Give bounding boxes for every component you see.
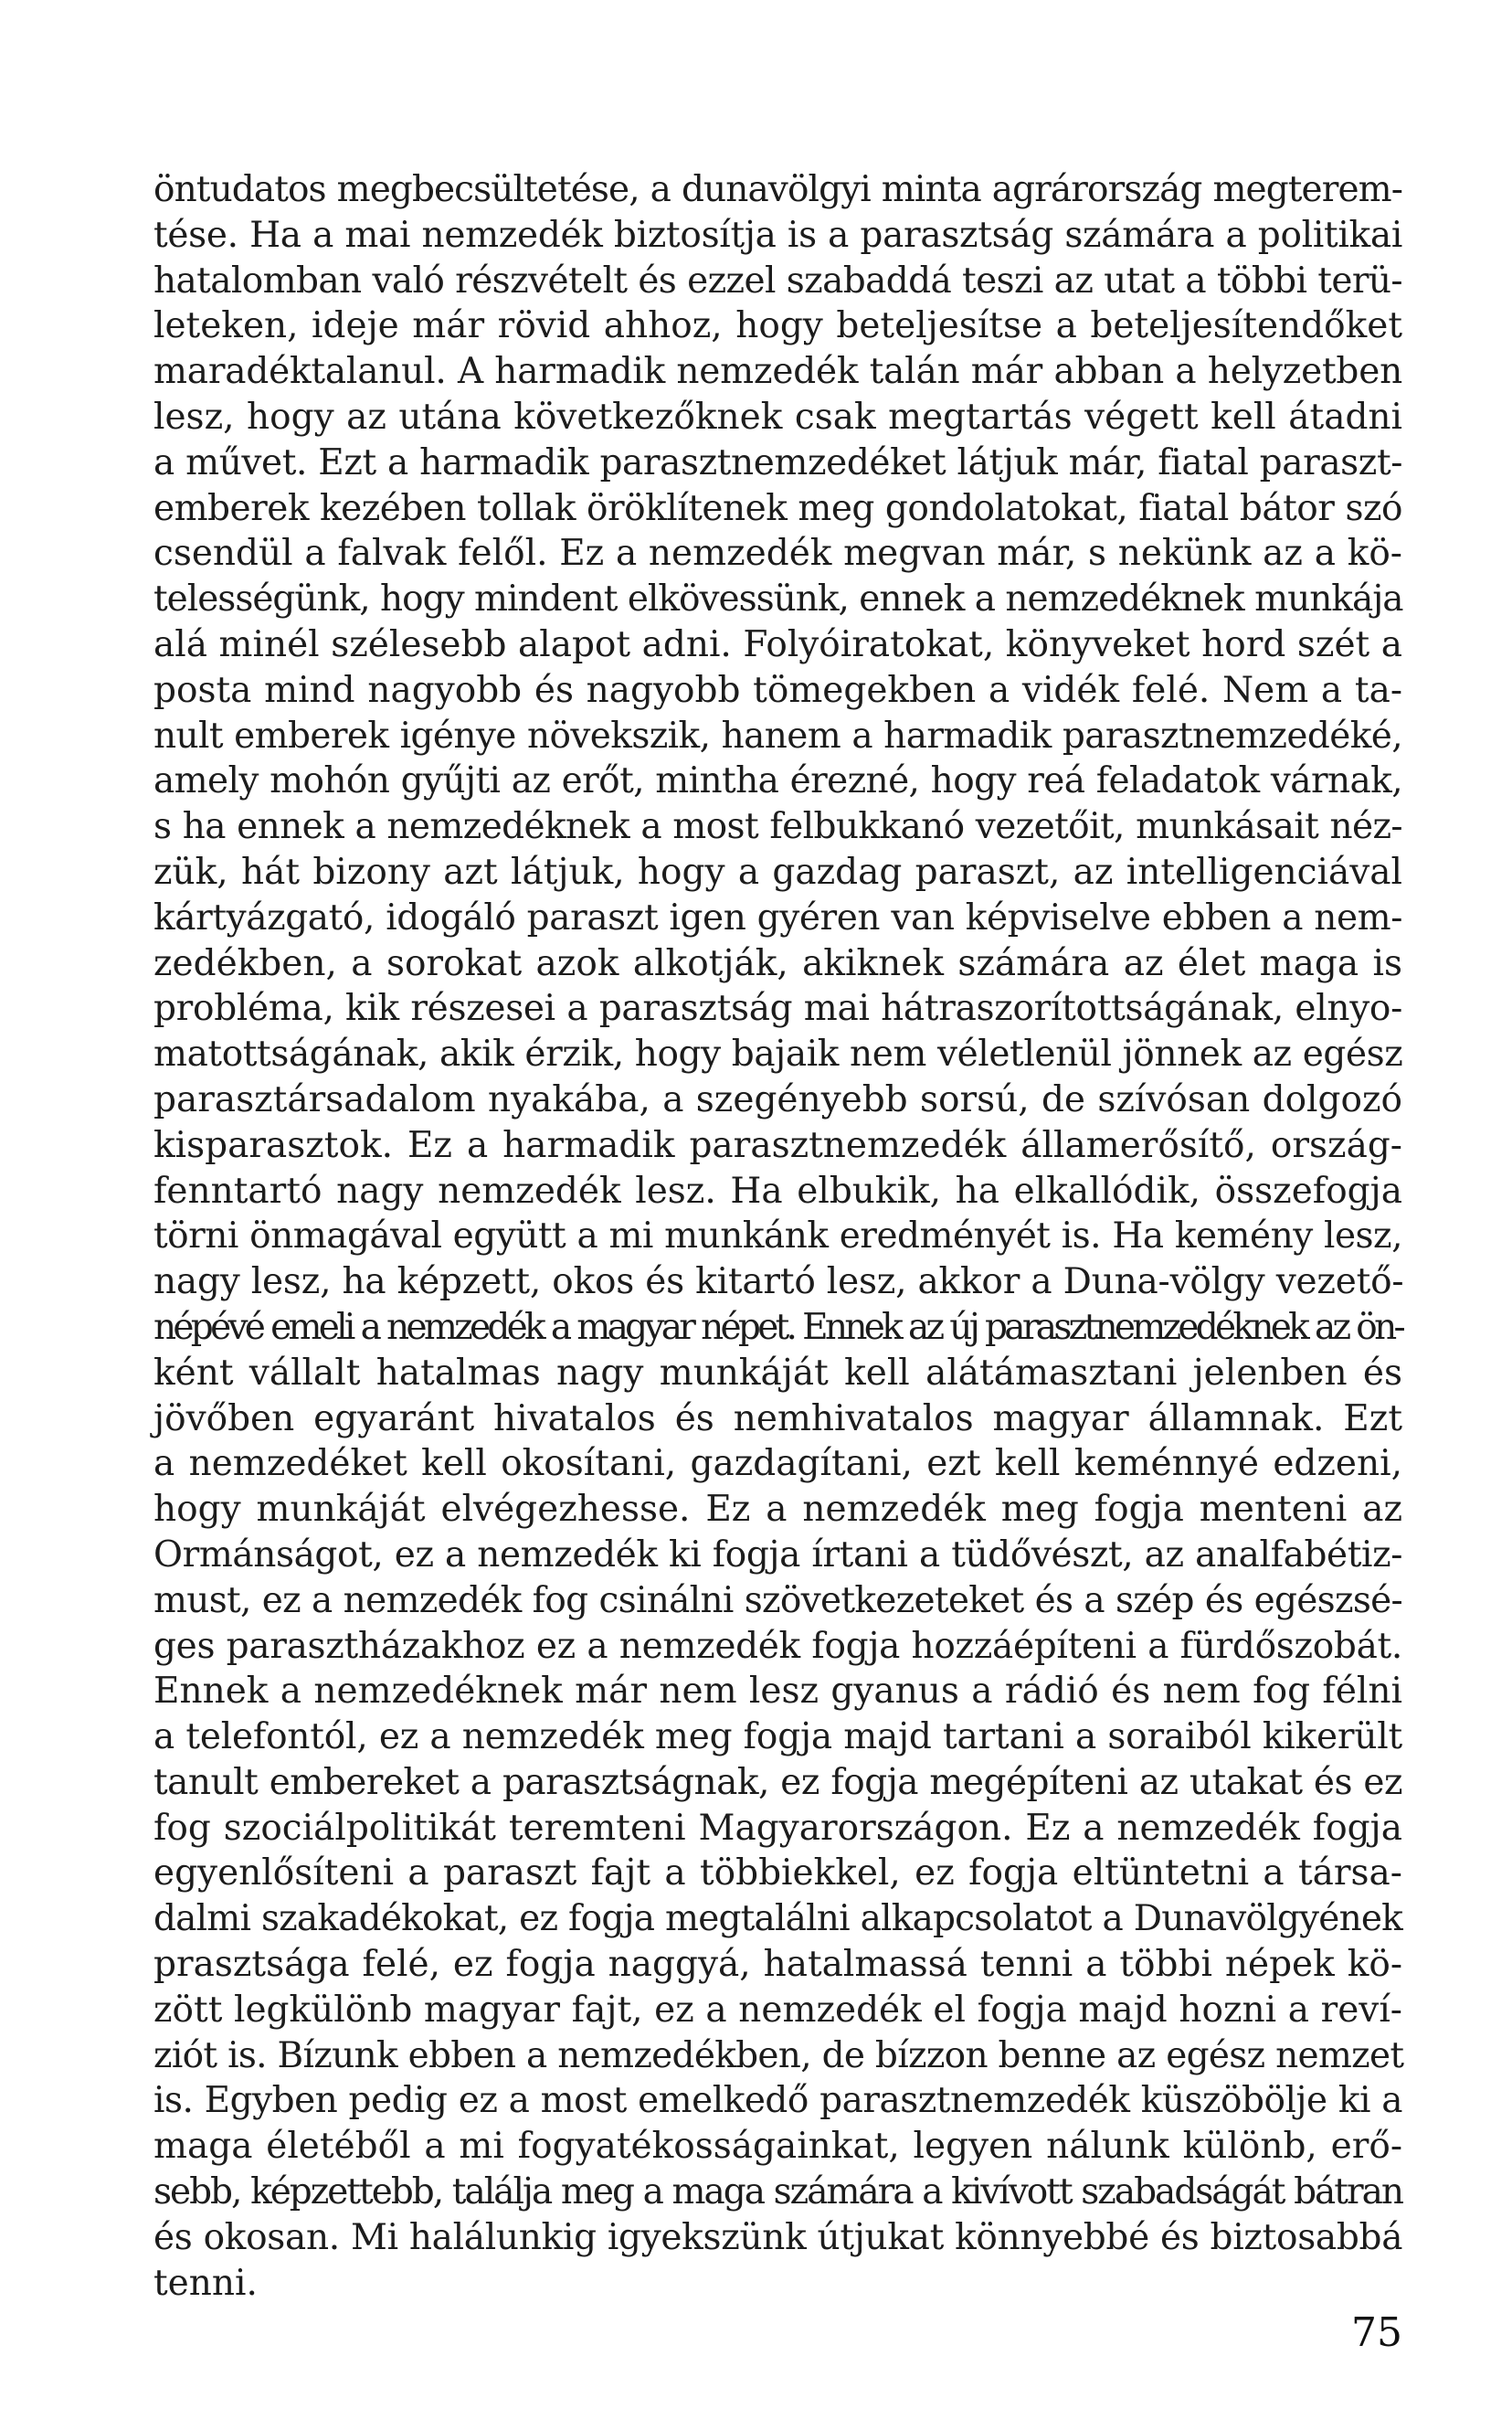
text-line: zött legkülönb magyar fajt, ez a nemzedék el fogja majd hozni a reví- bbox=[153, 1989, 1402, 2031]
text-line: és okosan. Mi halálunkig igyekszünk útjukat könnyebbé és biztosabbá bbox=[153, 2216, 1403, 2258]
text-line: prasztsága felé, ez fogja naggyá, hatalmassá tenni a többi népek kö- bbox=[153, 1944, 1402, 1986]
text-line: a nemzedéket kell okosítani, gazdagítani, ezt kell keménnyé edzeni, bbox=[153, 1443, 1402, 1485]
text-line: csendül a falvak felől. Ez a nemzedék megvan már, s nekünk az a kö- bbox=[153, 533, 1402, 575]
text-line: is. Egyben pedig ez a most emelkedő parasztnemzedék küszöbölje ki a bbox=[153, 2080, 1402, 2122]
text-line: tése. Ha a mai nemzedék biztosítja is a parasztság számára a politikai bbox=[153, 214, 1402, 256]
text-line: maga életéből a mi fogyatékosságainkat, legyen nálunk különb, erő- bbox=[153, 2126, 1402, 2168]
text-line: egyenlősíteni a paraszt fajt a többiekkel, ez fogja eltüntetni a társa- bbox=[153, 1852, 1402, 1894]
text-line: Ormánságot, ez a nemzedék ki fogja írtani a tüdővészt, az analfabétiz- bbox=[153, 1533, 1402, 1576]
text-line: tenni. bbox=[153, 2262, 258, 2304]
text-line: ges parasztházakhoz ez a nemzedék fogja hozzáépíteni a fürdőszobát. bbox=[153, 1625, 1402, 1667]
text-line: nult emberek igénye növekszik, hanem a harmadik parasztnemzedéké, bbox=[153, 715, 1402, 757]
text-line: telességünk, hogy mindent elkövessünk, ennek a nemzedéknek munkája bbox=[153, 578, 1403, 621]
text-line: posta mind nagyobb és nagyobb tömegekben a vidék felé. Nem a ta- bbox=[153, 669, 1402, 711]
text-line: maradéktalanul. A harmadik nemzedék talán már abban a helyzetben bbox=[153, 351, 1402, 393]
text-line: kártyázgató, idogáló paraszt igen gyéren van képviselve ebben a nem- bbox=[153, 897, 1402, 939]
text-line: népévé emeli a nemzedék a magyar népet. Ennek az új parasztnemzedéknek az ön- bbox=[153, 1306, 1402, 1348]
text-line: zük, hát bizony azt látjuk, hogy a gazdag paraszt, az intelligenciával bbox=[153, 851, 1402, 893]
text-line: leteken, ideje már rövid ahhoz, hogy beteljesítse a beteljesítendőket bbox=[153, 305, 1402, 347]
text-line: a telefontól, ez a nemzedék meg fogja majd tartani a soraiból kikerült bbox=[153, 1716, 1402, 1758]
text-line: öntudatos megbecsültetése, a dunavölgyi minta agrárország megterem- bbox=[153, 169, 1402, 210]
text-line: s ha ennek a nemzedéknek a most felbukkanó vezetőit, munkásait néz- bbox=[153, 806, 1402, 848]
text-line: fenntartó nagy nemzedék lesz. Ha elbukik, ha elkallódik, összefogja bbox=[153, 1170, 1402, 1212]
text-line: jövőben egyaránt hivatalos és nemhivatalos magyar államnak. Ezt bbox=[153, 1397, 1402, 1439]
text-line: must, ez a nemzedék fog csinálni szövetkezeteket és a szép és egészsé- bbox=[153, 1579, 1402, 1621]
text-line: zedékben, a sorokat azok alkotják, akiknek számára az élet maga is bbox=[153, 942, 1402, 984]
text-line: tanult embereket a parasztságnak, ez fogja megépíteni az utakat és ez bbox=[153, 1761, 1402, 1803]
text-line: ziót is. Bízunk ebben a nemzedékben, de bízzon benne az egész nemzet bbox=[153, 2034, 1404, 2076]
text-line: törni önmagával együtt a mi munkánk eredményét is. Ha kemény lesz, bbox=[153, 1215, 1402, 1257]
text-line: emberek kezében tollak öröklítenek meg gondolatokat, fiatal bátor szó bbox=[153, 487, 1402, 529]
text-line: hogy munkáját elvégezhesse. Ez a nemzedék meg fogja menteni az bbox=[153, 1489, 1402, 1531]
text-line: matottságának, akik érzik, hogy bajaik nem véletlenül jönnek az egész bbox=[153, 1034, 1403, 1076]
text-line: a művet. Ezt a harmadik parasztnemzedéket látjuk már, fiatal paraszt- bbox=[153, 441, 1402, 483]
body-text bbox=[153, 167, 1402, 2306]
text-line: kisparasztok. Ez a harmadik parasztnemzedék államerősítő, ország- bbox=[153, 1124, 1402, 1166]
text-line: nagy lesz, ha képzett, okos és kitartó lesz, akkor a Duna-völgy vezető- bbox=[153, 1261, 1404, 1303]
text-line: dalmi szakadékokat, ez fogja megtalálni alkapcsolatot a Dunavölgyének bbox=[153, 1898, 1402, 1940]
text-line: sebb, képzettebb, találja meg a maga számára a kivívott szabadságát bátran bbox=[153, 2171, 1402, 2213]
page-number: 75 bbox=[1351, 2309, 1402, 2356]
text-line: hatalomban való részvételt és ezzel szabaddá teszi az utat a többi terü- bbox=[153, 260, 1402, 302]
text-line: fog szociálpolitikát teremteni Magyarországon. Ez a nemzedék fogja bbox=[153, 1807, 1402, 1849]
text-line: parasztársadalom nyakába, a szegényebb sorsú, de szívósan dolgozó bbox=[153, 1078, 1402, 1120]
text-line: alá minél szélesebb alapot adni. Folyóiratokat, könyveket hord szét a bbox=[153, 623, 1402, 665]
text-line: probléma, kik részesei a parasztság mai hátraszorítottságának, elnyo- bbox=[153, 988, 1402, 1030]
text-line: Ennek a nemzedéknek már nem lesz gyanus a rádió és nem fog félni bbox=[153, 1671, 1402, 1713]
text-line: lesz, hogy az utána következőknek csak megtartás végett kell átadni bbox=[153, 396, 1402, 438]
text-line: amely mohón gyűjti az erőt, mintha érezné, hogy reá feladatok várnak, bbox=[153, 760, 1402, 802]
text-line: ként vállalt hatalmas nagy munkáját kell alátámasztani jelenben és bbox=[153, 1352, 1402, 1394]
